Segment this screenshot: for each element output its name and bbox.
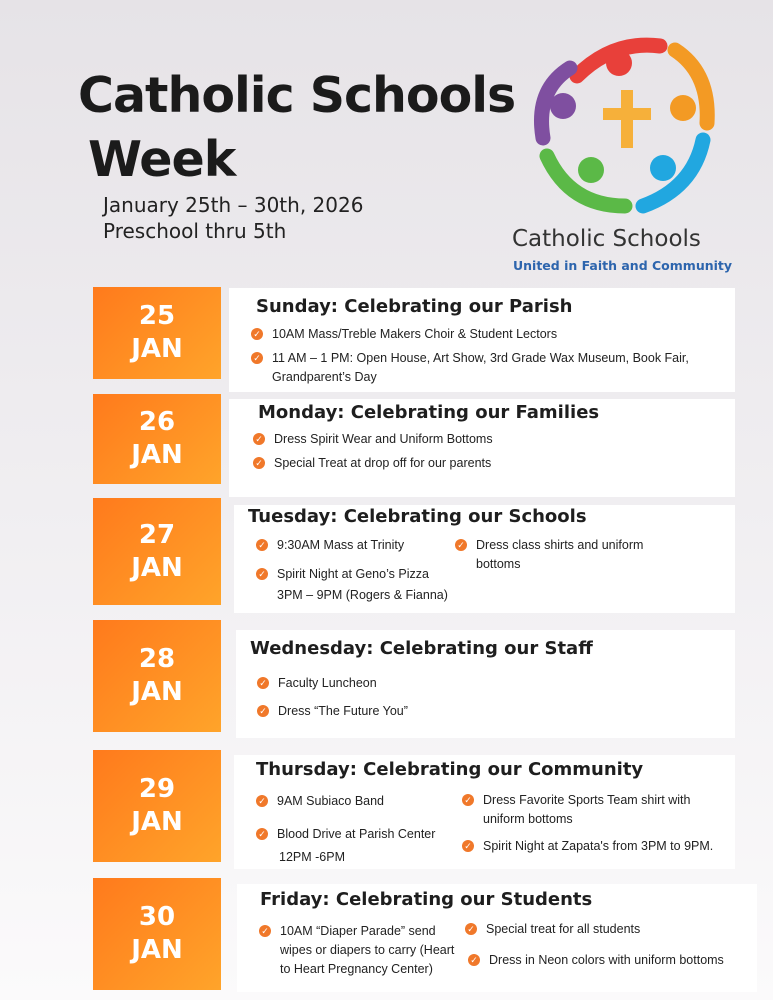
date-month: JAN <box>131 440 183 470</box>
list-item <box>256 565 476 584</box>
list-item <box>251 325 721 344</box>
list-item <box>256 536 456 555</box>
schedule-card-wednesday <box>236 630 735 738</box>
catholic-schools-logo-icon <box>525 28 725 218</box>
check-icon: ✓ <box>251 352 263 364</box>
item-text: Special treat for all students <box>486 922 641 936</box>
check-icon: ✓ <box>455 539 467 551</box>
item-text: 9AM Subiaco Band <box>277 794 385 808</box>
check-icon: ✓ <box>256 568 268 580</box>
list-item <box>259 922 459 979</box>
list-item <box>256 825 466 844</box>
day-heading: Wednesday: Celebrating our Staff <box>250 638 593 659</box>
schedule-card-monday <box>229 399 735 497</box>
item-text: Special Treat at drop off for our parents <box>274 456 492 470</box>
title-line-1: Catholic Schools <box>78 67 516 124</box>
list-item <box>256 792 456 811</box>
logo-name: Catholic Schools <box>512 226 701 252</box>
item-text: Dress class shirts and uniform bottoms <box>476 538 644 571</box>
check-icon: ✓ <box>257 705 269 717</box>
date-month: JAN <box>131 807 183 837</box>
item-text: 12PM -6PM <box>279 850 345 864</box>
date-day: 29 <box>138 774 176 804</box>
date-day: 30 <box>138 902 176 932</box>
date-badge-29 <box>93 750 221 862</box>
list-item <box>465 920 715 939</box>
item-text: 3PM – 9PM (Rogers & Fianna) <box>277 588 448 602</box>
item-text: Dress Favorite Sports Team shirt with uniform bottoms <box>483 793 691 826</box>
check-icon: ✓ <box>259 925 271 937</box>
date-day: 28 <box>138 644 176 674</box>
item-text: Spirit Night at Zapata's from 3PM to 9PM. <box>483 839 714 853</box>
item-text: 10AM “Diaper Parade” send wipes or diapers to carry (Heart to Heart Pregnancy Center) <box>280 924 455 976</box>
check-icon: ✓ <box>462 840 474 852</box>
list-item <box>253 430 713 449</box>
item-text: 10AM Mass/Treble Makers Choir & Student Lectors <box>272 327 558 341</box>
item-text: Dress in Neon colors with uniform bottoms <box>489 953 724 967</box>
event-dates: January 25th – 30th, 2026 <box>103 193 364 217</box>
date-badge-28 <box>93 620 221 732</box>
list-item-continued <box>279 848 469 867</box>
day-heading: Friday: Celebrating our Students <box>260 889 593 910</box>
list-item <box>462 791 707 829</box>
check-icon: ✓ <box>251 328 263 340</box>
check-icon: ✓ <box>256 828 268 840</box>
list-item <box>253 454 713 473</box>
date-month: JAN <box>131 935 183 965</box>
day-heading: Thursday: Celebrating our Community <box>256 759 644 780</box>
logo-tagline: United in Faith and Community <box>513 258 733 273</box>
check-icon: ✓ <box>257 677 269 689</box>
date-day: 25 <box>138 301 176 331</box>
list-item <box>257 702 657 721</box>
list-item <box>462 837 732 856</box>
list-item <box>455 536 665 574</box>
check-icon: ✓ <box>256 795 268 807</box>
check-icon: ✓ <box>462 794 474 806</box>
date-badge-25 <box>93 287 221 379</box>
list-item <box>468 951 753 970</box>
date-badge-27 <box>93 498 221 605</box>
schedule-card-friday <box>237 884 757 992</box>
schedule-card-tuesday <box>234 505 735 613</box>
date-month: JAN <box>131 677 183 707</box>
day-heading: Sunday: Celebrating our Parish <box>256 296 573 317</box>
date-month: JAN <box>131 552 183 583</box>
list-item-continued <box>277 586 487 605</box>
item-text: 9:30AM Mass at Trinity <box>277 538 405 552</box>
check-icon: ✓ <box>256 539 268 551</box>
check-icon: ✓ <box>253 433 265 445</box>
subtitle <box>103 192 363 244</box>
check-icon: ✓ <box>468 954 480 966</box>
date-badge-26 <box>93 394 221 484</box>
title-line-2: Week <box>88 131 236 188</box>
list-item <box>257 674 657 693</box>
page-title <box>78 64 515 192</box>
schedule-card-sunday <box>229 288 735 392</box>
grade-range: Preschool thru 5th <box>103 219 287 243</box>
schedule-card-thursday <box>234 755 735 869</box>
item-text: 11 AM – 1 PM: Open House, Art Show, 3rd Grade Wax Museum, Book Fair, Grandparent’s Day <box>272 351 689 384</box>
date-badge-30 <box>93 878 221 990</box>
date-day: 26 <box>138 407 176 437</box>
item-text: Faculty Luncheon <box>278 676 377 690</box>
item-text: Blood Drive at Parish Center <box>277 827 436 841</box>
day-heading: Tuesday: Celebrating our Schools <box>248 506 587 527</box>
item-text: Dress “The Future You” <box>278 704 408 718</box>
date-day: 27 <box>138 519 176 550</box>
day-heading: Monday: Celebrating our Families <box>258 402 600 423</box>
check-icon: ✓ <box>253 457 265 469</box>
item-text: Dress Spirit Wear and Uniform Bottoms <box>274 432 493 446</box>
list-item <box>251 349 721 387</box>
check-icon: ✓ <box>465 923 477 935</box>
item-text: Spirit Night at Geno’s Pizza <box>277 567 429 581</box>
date-month: JAN <box>131 334 183 364</box>
